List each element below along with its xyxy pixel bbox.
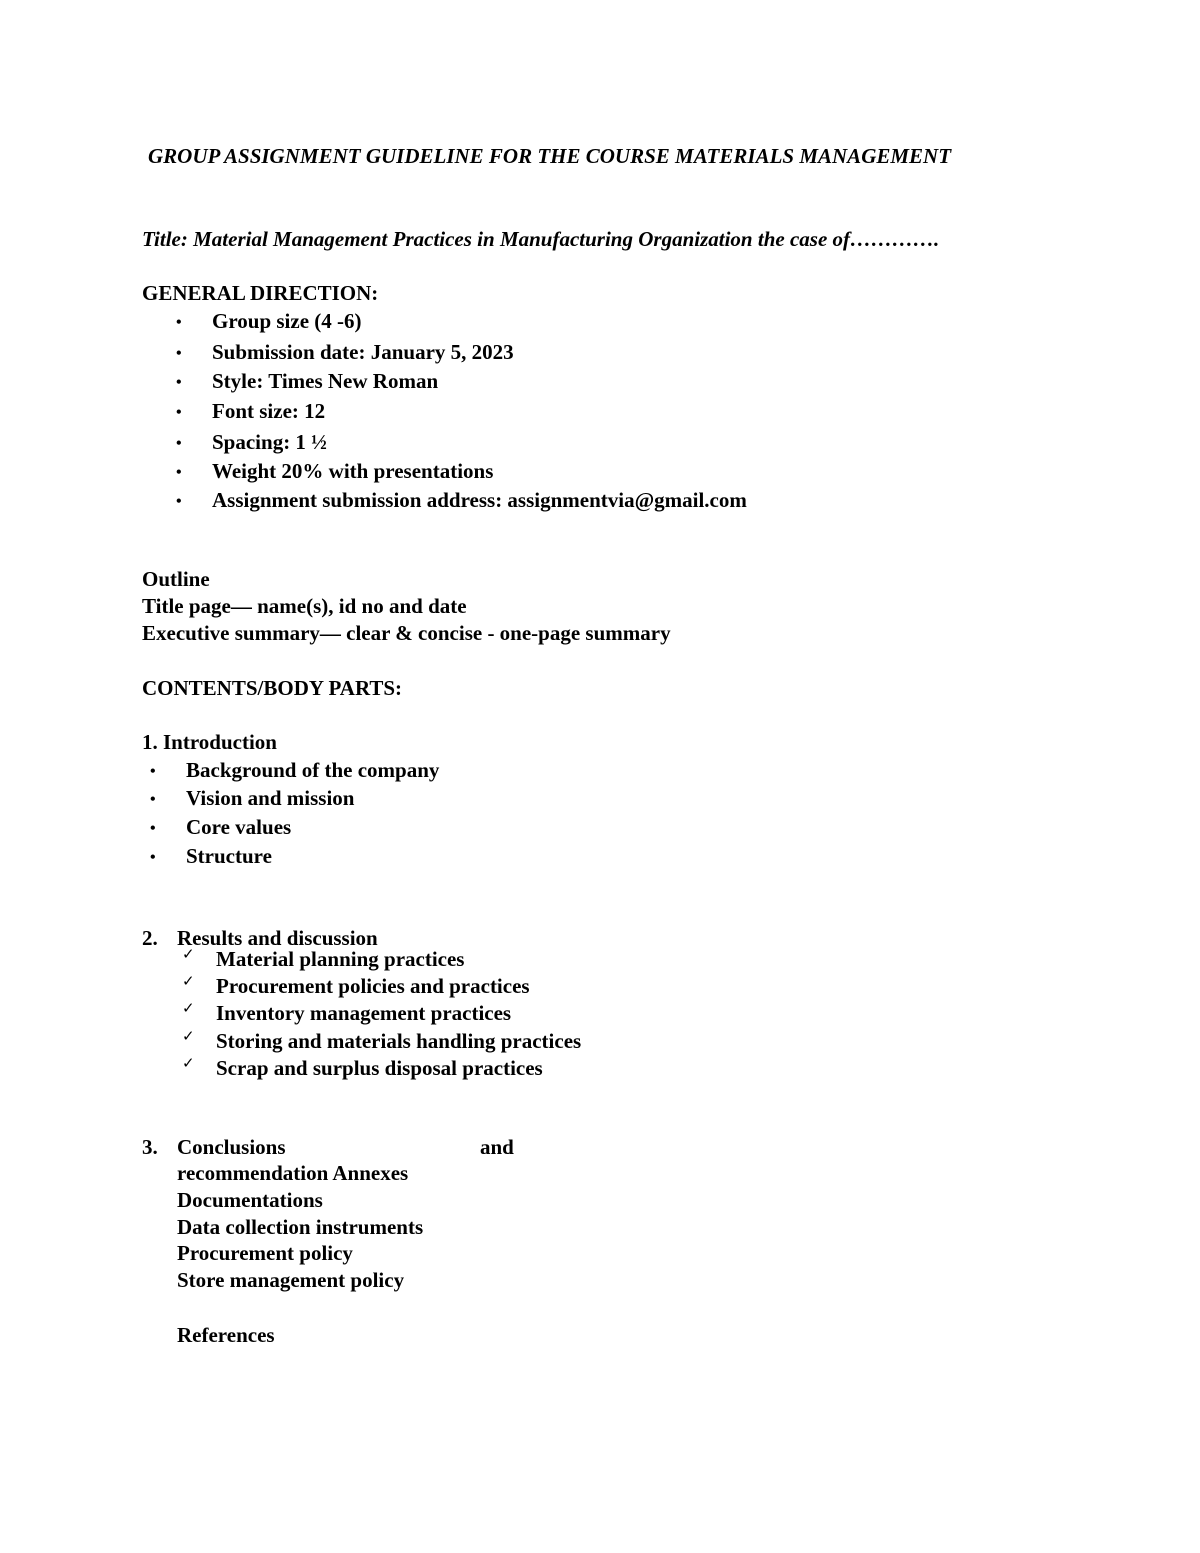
list-item: Storing and materials handling practices bbox=[216, 1029, 582, 1053]
checkmark-icon: ✓ bbox=[182, 974, 195, 990]
section-heading: Conclusions bbox=[177, 1135, 286, 1159]
general-direction-heading: GENERAL DIRECTION: bbox=[142, 281, 379, 305]
checkmark-icon: ✓ bbox=[182, 1001, 195, 1017]
list-item: Weight 20% with presentations bbox=[212, 459, 494, 483]
contents-heading: CONTENTS/BODY PARTS: bbox=[142, 676, 403, 700]
checkmark-icon: ✓ bbox=[182, 1056, 195, 1072]
bullet-icon: • bbox=[150, 849, 156, 866]
list-item: Inventory management practices bbox=[216, 1001, 512, 1025]
list-item: Group size (4 -6) bbox=[212, 309, 362, 333]
list-item: Spacing: 1 ½ bbox=[212, 430, 327, 454]
section-line: Documentations bbox=[177, 1188, 323, 1212]
bullet-icon: • bbox=[176, 464, 182, 481]
section-heading: 1. Introduction bbox=[142, 730, 277, 754]
list-item: Material planning practices bbox=[216, 947, 465, 971]
document-title: GROUP ASSIGNMENT GUIDELINE FOR THE COURSE MATERIALS MANAGEMENT bbox=[148, 144, 952, 168]
section-heading: Results and discussion bbox=[177, 926, 378, 950]
bullet-icon: • bbox=[176, 404, 182, 421]
list-item: Vision and mission bbox=[186, 786, 355, 810]
list-item: Structure bbox=[186, 844, 272, 868]
bullet-icon: • bbox=[150, 791, 156, 808]
list-item: Submission date: January 5, 2023 bbox=[212, 340, 514, 364]
list-item: Font size: 12 bbox=[212, 399, 326, 423]
outline-line: Title page— name(s), id no and date bbox=[142, 594, 467, 618]
list-item: Procurement policies and practices bbox=[216, 974, 530, 998]
list-item: Assignment submission address: assignmentvia@gmail.com bbox=[212, 488, 747, 512]
section-line: Procurement policy bbox=[177, 1241, 353, 1265]
section-number: 2. bbox=[142, 926, 158, 950]
bullet-icon: • bbox=[150, 763, 156, 780]
section-number: 3. bbox=[142, 1135, 158, 1159]
list-item: Scrap and surplus disposal practices bbox=[216, 1056, 543, 1080]
outline-line: Executive summary— clear & concise - one-page summary bbox=[142, 621, 671, 645]
bullet-icon: • bbox=[176, 493, 182, 510]
list-item: Core values bbox=[186, 815, 292, 839]
section-line: recommendation Annexes bbox=[177, 1161, 409, 1185]
document-subtitle: Title: Material Management Practices in Manufacturing Organization the case of…………. bbox=[142, 227, 940, 251]
section-line: Data collection instruments bbox=[177, 1215, 424, 1239]
bullet-icon: • bbox=[176, 374, 182, 391]
checkmark-icon: ✓ bbox=[182, 947, 195, 963]
bullet-icon: • bbox=[150, 820, 156, 837]
references-heading: References bbox=[177, 1323, 275, 1347]
list-item: Style: Times New Roman bbox=[212, 369, 439, 393]
bullet-icon: • bbox=[176, 345, 182, 362]
section-line: Store management policy bbox=[177, 1268, 405, 1292]
checkmark-icon: ✓ bbox=[182, 1029, 195, 1045]
bullet-icon: • bbox=[176, 435, 182, 452]
list-item: Background of the company bbox=[186, 758, 440, 782]
bullet-icon: • bbox=[176, 314, 182, 331]
outline-heading: Outline bbox=[142, 567, 210, 591]
section-heading-continuation: and bbox=[480, 1135, 514, 1159]
